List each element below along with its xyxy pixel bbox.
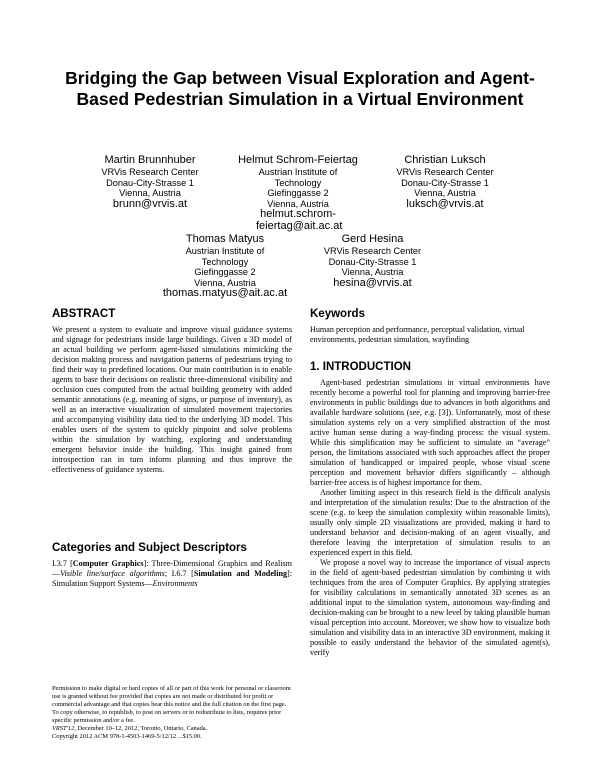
keywords-text: Human perception and performance, perceptual validation, virtual environments, pedestrian simulation, wayfinding [310,325,525,344]
author-affiliation: VRVis Research Center [323,246,422,256]
intro-paragraph: We propose a novel way to increase the importance of visual aspects in the field of agent-based pedestrian simulation by combining it with techniques from the area of Computer Graphics. By applying strategies for visibility calculations in semantically annotated 3D scenes as an additional input to the simulation system, autonomous way-finding and decision-making can be brought to a new level by taking plausible human visual perception into account. Moreover, we show how to visualize both simulation and visibility data in an interactive 3D environment, making it possible to easily understand the behavior of the simulated agent(s), verify [310,558,550,657]
author-city: Vienna, Austria [341,267,404,278]
categories-part: ]: Three-Dimensional Graphics and Realism— [52,559,292,578]
author-block [228,154,368,232]
author-name: Thomas Matyus [185,233,265,245]
author-city: Vienna, Austria [194,277,256,288]
introduction-heading: 1. INTRODUCTION [310,361,411,373]
venue-line [52,725,292,733]
copyright-line: Copyright 2012 ACM 978-1-4503-1469-5/12/12 ...$15.00. [52,733,202,740]
keywords-heading: Keywords [310,308,365,320]
abstract-text: We present a system to evaluate and improve visual guidance systems and signage for pedestrians inside large buildings. Given a 3D model of an actual building we perform agent-based simulations mimicking the decision making process and navigation patterns of pedestrians trying to find their way to predefined locations. Our main contribution is to enable agents to base their decisions on realistic three-dimensional visibility and occlusion cues computed from the actual building geometry with added semantic annotations (e.g. meaning of signs, or purpose of inventory), as well as an interactive visualization of simulated movement trajectories and accompanying visibility data tied to the underlying 3D model. This enables users of the system to quickly pinpoint and solve problems within the simulation by watching, exploring and understanding emergent behavior inside the building. This insight gained from introspection can in turn inform planning and thus improve the effectiveness of guidance systems. [52,325,292,474]
author-email[interactable]: hesina@vrvis.at [333,276,412,289]
author-block [305,233,440,289]
author-email[interactable]: brunn@vrvis.at [112,197,188,210]
author-email[interactable]: luksch@vrvis.at [406,197,484,210]
author-city: Vienna, Austria [119,188,181,199]
author-affiliation: VRVis Research Center [396,167,494,177]
author-name: Martin Brunnhuber [104,154,196,166]
intro-paragraph: Another limiting aspect in this research field is the difficult analysis and interpretation of the simulation results: Due to the abstraction of the scene (e.g. to keep the simulation complexity within reasonable limits), usually only simple 2D visualizations are provided, making it hard to understand behavior and decision-making of an agent visually, and therefore leaving the interpretation of simulation results to an experienced expert in this field. [310,488,550,557]
categories-text [52,559,292,589]
author-name: Helmut Schrom-Feiertag [238,154,358,166]
categories-heading: Categories and Subject Descriptors [52,542,247,554]
author-street: Giefinggasse 2 [267,188,329,199]
author-street: Donau-City-Strasse 1 [401,177,489,188]
author-street: Donau-City-Strasse 1 [328,256,417,267]
category-simulation-modeling: Simulation and Modeling [193,569,288,578]
abstract-heading: ABSTRACT [52,308,116,320]
venue-details: December 10–12, 2012, Toronto, Ontario, Canada. [75,725,208,732]
permission-block [52,685,292,741]
author-block [90,154,210,210]
category-environments: Environments [152,579,198,588]
author-name: Gerd Hesina [341,233,404,245]
author-street: Giefinggasse 2 [194,267,256,278]
paper-title: Bridging the Gap between Visual Exploration and Agent-Based Pedestrian Simulation in a Virtual Environment [65,68,535,109]
author-affiliation: Austrian Institute of Technology [185,246,265,267]
category-visible-line: Visible line/surface algorithms [60,569,165,578]
author-affiliation: VRVis Research Center [101,167,199,177]
author-city: Vienna, Austria [267,198,329,209]
venue-name: VRST'12, [52,725,76,732]
categories-part: ]: Simulation Support Systems— [52,569,292,588]
author-name: Christian Luksch [404,154,486,166]
introduction-body [310,378,550,658]
author-email[interactable]: thomas.matyus@ait.ac.at [162,287,288,300]
author-block [385,154,505,210]
author-email[interactable]: helmut.schrom-feiertag@ait.ac.at [256,208,343,232]
categories-part: ; I.6.7 [ [164,569,194,578]
author-block [155,233,295,300]
author-street: Donau-City-Strasse 1 [106,177,194,188]
author-city: Vienna, Austria [414,188,476,199]
author-affiliation: Austrian Institute of Technology [258,167,338,188]
categories-part: I.3.7 [ [52,559,73,568]
category-computer-graphics: Computer Graphics [72,559,144,568]
permission-text: Permission to make digital or hard copies of all or part of this work for personal or classroom use is granted without fee provided that copies are not made or distributed for profit or commercial advantage and that copies bear this notice and the full citation on the first page. To copy otherwise, to republish, to post on servers or to redistribute to lists, requires prior specific permission and/or a fee. [52,685,291,724]
intro-paragraph: Agent-based pedestrian simulations in virtual environments have recently become a powerful tool for planning and improving barrier-free environments in public buildings due to advances in both algorithms and available hardware solutions (see, e.g. [3]). Unfortunately, most of these simulation systems rely on a very simplified abstraction of the most active human sense during a way-finding process: the visual system. While this simplification may be sufficient to simulate an “average” person, the limitations associated with such approaches affect the proper simulation of handicapped or impaired people, whose visual scene perception and movement behavior differs significantly – although barrier-free access is of highest importance for them. [310,378,550,487]
